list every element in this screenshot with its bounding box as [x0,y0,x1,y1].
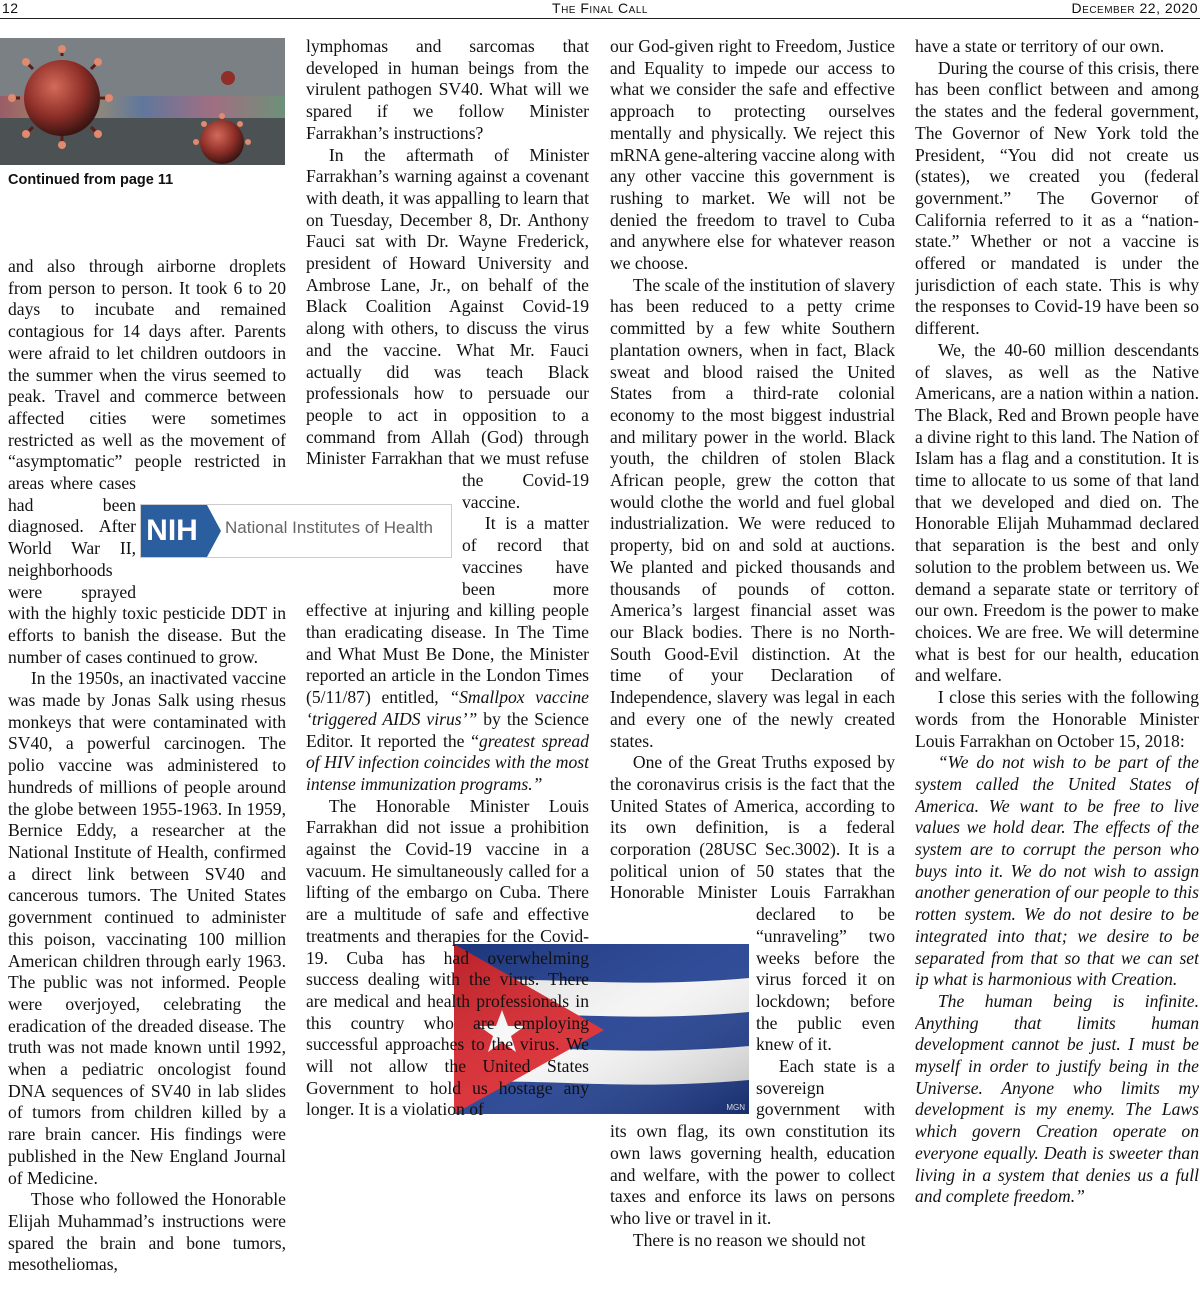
col1-paragraph-2: In the 1950s, an inactivated vaccine was made by Jonas Salk using rhesus monkeys that were contaminated with SV40, a powerful carcinogen. The polio vaccine was administered to hundreds of millions of people around the globe between 1955-1963. In 1959, Bernice Eddy, a researcher at the National Institute of Health, confirmed a direct link between SV40 and cancerous tumors. The United States government continued to administer this poison, vaccinating 100 million American children through early 1963. The public was not informed. People were overjoyed, celebrating the eradication of the dreaded disease. The truth was not made known until 1992, when a pediatric oncologist found DNA sequences of SV40 in lab slides of tumors from children killed by a rare brain cancer. His findings were published in the New England Journal of Medicine. [8,668,286,1188]
issue-date: December 22, 2020 [1071,0,1198,16]
col3-paragraph-2: The scale of the institution of slavery has been reduced to a petty crime committed by a few white Southern plantation owners, when in fact, Black sweat and blood raised the United States from a third-rate colonial economy to the most biggest industrial and military power in the world. Black youth, the children of stolen Black African people, grew the cotton that would clothe the world and fuel global industrialization. We were reduced to property, bid on and sold at auctions. We planted and picked thousands and thousands of pounds of cotton. America’s largest financial asset was our Black bodies. There is no North-South Good-Evil distinction. At the time of your Declaration of Independence, slavery was legal in each and every one of the newly created states. [610,274,895,751]
col2-paragraph-1: lymphomas and sarcomas that developed in human beings from the virulent pathogen SV40. What will we spared if we follow Minister Farrakhan’s instructions? [306,36,589,143]
col2-paragraph-2: In the aftermath of Minister Farrakhan’s warning against a covenant with death, it was appalling to learn that on Tuesday, December 8, Dr. Anthony Fauci sat with Dr. Wayne Frederick, president of Howard University and Ambrose Lane, Jr., on behalf of the Black Coalition Against Covid-19 along with others, to discuss the virus and the vaccine. What Mr. Fauci actually did was teach Black professionals how to persuade our people to act in opposition to a command from Allah (God) through Minister Farrakhan that we must refuse the Covid-19 vaccine. [306,144,589,512]
coronavirus-photo [0,38,285,165]
publication-name: The Final Call [552,0,648,16]
col4-quote-1: “We do not wish to be part of the system called the United States of America. We want to be free to live values we hold dear. The effects of the system are to corrupt the person who buys into it. We do not wish to assign another generation of our people to this rotten system. We do not desire to be integrated into that; we desire to be separated from that so that we can set ip what is harmonious with Creation. [915,752,1199,990]
col3-paragraph-4: Each state is a sovereign government with its own flag, its own constitution its own laws governing health, education and welfare, with the power to collect taxes and enforce its laws on persons who live or travel in it. [610,1056,895,1228]
article-column-1 [8,256,286,1296]
col4-quote-2: The human being is infinite. Anything that limits human development cannot be just. I must be myself in order to justify being in the Universe. Anyone who limits my development is my enemy. The Laws which govern Creation operate on everyone equally. Death is sweeter than living in a system that denies us a full and complete freedom.” [915,990,1199,1207]
article-column-4 [915,36,1199,1294]
nih-logo-tag: NIH [141,505,203,557]
col4-paragraph-2: During the course of this crisis, there has been conflict between and among the states and the federal government, The Governor of New York told the President, “You did not create us (states), we created you (federal government.” The Governor of California referred to it as a “nation-state.” Whether or not a vaccine is offered or mandated is under the jurisdiction of each state. This is why the responses to Covid-19 have been so different. [915,57,1199,339]
col3-paragraph-1: our God-given right to Freedom, Justice and Equality to impede our access to what we consider the safe and effective approach to protecting ourselves mentally and physically. We reject this mRNA gene-altering vaccine along with any other vaccine this government is rushing to market. We will not be denied the freedom to travel to Cuba and anywhere else for whatever reason we choose. [610,36,895,274]
col4-paragraph-3: We, the 40-60 million descendants of slaves, as well as the Native Americans, are a nation within a nation. The Black, Red and Brown people have a divine right to this land. The Nation of Islam has a flag and a constitution. It is time to allocate to us some of that land that we developed and died on. The Honorable Elijah Muhammad declared that separation is the best and only solution to the problem between us. We demand a separate state or territory of our own. Freedom is the power to make choices. We are free. We will determine what is best for our health, education and welfare. [915,339,1199,686]
col4-paragraph-4: I close this series with the following words from the Honorable Minister Louis Farrakhan on October 15, 2018: [915,687,1199,751]
col2-paragraph-4: The Honorable Minister Louis Farrakhan did not issue a prohibition against the Covid-19 vaccine in a vacuum. He simultaneously called for a lifting of the embargo on Cuba. There are a multitude of safe and effective treatments and therapies for the Covid-19. Cuba has had overwhelming success dealing with the virus. There are medical and health professionals in this country who are employing successful approaches to the virus. We will not allow the United States Government to hold us hostage any longer. It is a violation of [306,795,589,1120]
article-column-3 [610,36,895,1294]
page-header [0,0,1200,19]
col3-paragraph-3: One of the Great Truths exposed by the coronavirus crisis is the fact that the United States of America, according to its own definition, is a federal corporation (28USC Sec.3002). It is a political union of 50 states that the Honorable Minister Louis Farrakhan declared to be “unraveling” two weeks before the virus forced it on lockdown; before the public even knew of it. [610,752,895,1055]
col1-paragraph-1: and also through airborne droplets from person to person. It took 6 to 20 days to incubate and remained contagious for 14 days after. Parents were afraid to let children outdoors in the summer when the virus seemed to peak. Travel and commerce between affected cities were sometimes restricted as well as the movement of “asymptomatic” people restricted in areas where cases had been diagnosed. After World War II, neighborhoods were sprayed with the highly toxic pesticide DDT in efforts to banish the disease. But the number of cases continued to grow. [8,256,286,667]
article-column-2 [306,36,589,1294]
col3-paragraph-5: There is no reason we should not [632,1229,866,1250]
continued-caption: Continued from page 11 [8,172,174,188]
flag-photo-credit: MGN [726,1103,745,1112]
coronavirus-illustration-icon [0,38,285,165]
col2-paragraph-3: It is a matter of record that vaccines have been more effective at injuring and killing people than eradicating disease. In The Time and What Must Be Done, the Minister reported an article in the London Times (5/11/87) entitled, “Smallpox vaccine ‘triggered AIDS virus’” by the Science Editor. It reported the “greatest spread of HIV infection coincides with the most intense immunization programs.” [306,513,589,794]
nih-logo-name: National Institutes of Health [225,518,433,537]
col1-paragraph-3: Those who followed the Honorable Elijah Muhammad’s instructions were spared the brain and bone tumors, mesotheliomas, [8,1189,286,1275]
col4-paragraph-1: have a state or territory of our own. [915,36,1165,56]
page-number: 12 [2,0,19,16]
